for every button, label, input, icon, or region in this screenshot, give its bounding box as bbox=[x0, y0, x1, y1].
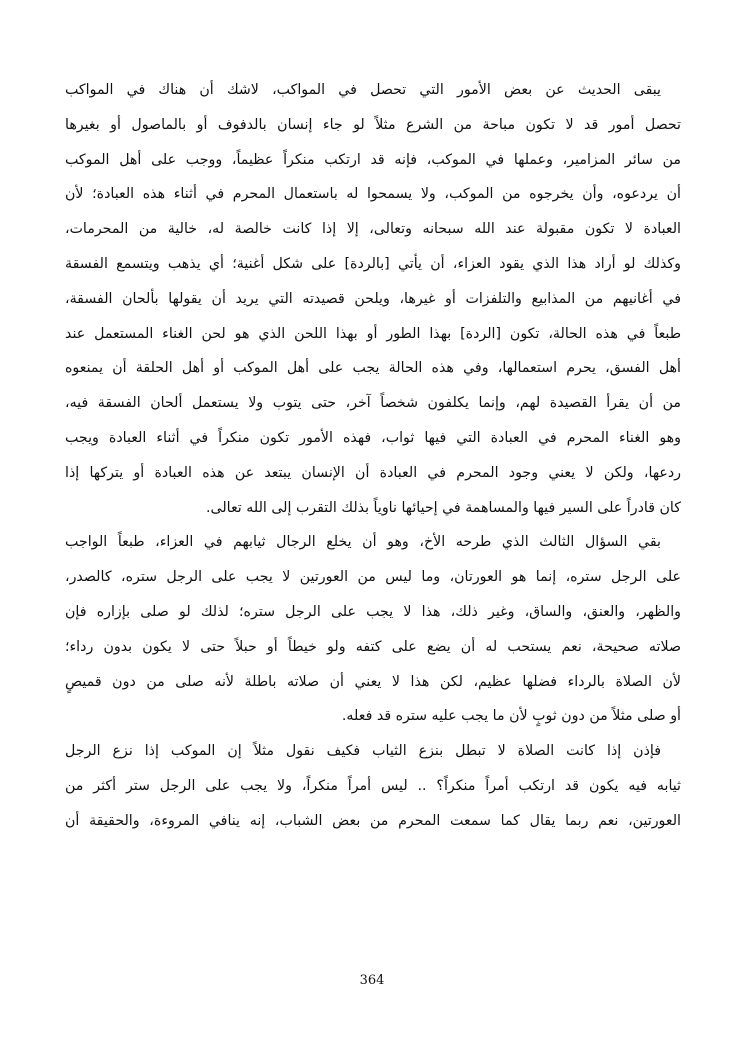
text-line: العبادة لا تكون مقبولة عند الله سبحانه وتعالى، إلا إذا كانت خالصة له، خالية من المحرمات، bbox=[65, 221, 681, 238]
text-line: من أن يقرأ القصيدة لهم، وإنما يكلفون شخصاً آخر، حتى يتوب ولا يستعمل ألحان الفسقة فيه، bbox=[65, 395, 681, 412]
text-line: وهو الغناء المحرم في العبادة التي فيها ثواب، فهذه الأمور تكون منكراً في أثناء العبادة ويجب bbox=[65, 429, 681, 446]
text-line: فإذن إذا كانت الصلاة لا تبطل بنزع الثياب فكيف نقول مثلاً إن الموكب إذا نزع الرجل bbox=[65, 743, 661, 760]
text-line: صلاته صحيحة، نعم يستحب له أن يضع على كتفه ولو خيطاً أو حبلاً حتى لا يكون بدون رداء؛ bbox=[65, 638, 681, 655]
text-line: أو صلى مثلاً من دون ثوبٍ لأن ما يجب عليه ستره قد فعله. bbox=[341, 708, 681, 725]
text-line: أهل الفسق، يحرم استعمالها، وفي هذه الحالة يجب على أهل الموكب أو أهل الحلقة أن يمنعوه bbox=[65, 360, 681, 377]
text-line: ثيابه فيه يكون قد ارتكب أمراً منكراً؟ .. ليس أمراً منكراً، ولا يجب على الرجل ستر أكثر من bbox=[65, 777, 681, 794]
text-line: أن يردعوه، وأن يخرجوه من الموكب، ولا يسمحوا له باستعمال المحرم في أثناء هذه العبادة؛ لأن bbox=[65, 186, 681, 203]
text-line: في أغانيهم من المذابيع والتلفزات أو غيرها، ويلحن قصيدته التي يريد أن يقولها بألحان الفسقة، bbox=[65, 290, 681, 307]
body-text bbox=[65, 73, 681, 839]
text-line: بقي السؤال الثالث الذي طرحه الأخ، وهو أن يخلع الرجال ثيابهم في العزاء، طبعاً الواجب bbox=[65, 534, 661, 551]
text-line: يبقى الحديث عن بعض الأمور التي تحصل في المواكب، لاشك أن هناك في المواكب bbox=[65, 82, 661, 98]
text-line: ردعها، ولكن لا يعني وجود المحرم في العبادة أن الإنسان يبتعد عن هذه العبادة أو يتركها إذا bbox=[65, 464, 681, 481]
text-line: على الرجل ستره، إنما هو العورتان، وما ليس من العورتين لا يجب على الرجل ستره، كالصدر، bbox=[65, 569, 681, 586]
text-line: وكذلك لو أراد هذا الذي يقود العزاء، أن يأتي [بالردة] على شكل أغنية؛ أي يذهب ويتسمع الفسقة bbox=[65, 255, 681, 272]
text-line: تحصل أمور قد لا تكون مباحة من الشرع مثلاً لو جاء إنسان بالدفوف أو بالماصول أو بغيرها bbox=[65, 116, 681, 133]
text-line: والظهر، والعنق، والساق، وغير ذلك، هذا لا يجب على الرجل ستره؛ لذلك لو صلى بإزاره فإن bbox=[65, 603, 681, 620]
page-number: 364 bbox=[359, 973, 385, 988]
text-line: كان قادراً على السير فيها والمساهمة في إحيائها ناوياً بذلك التقرب إلى الله تعالى. bbox=[205, 499, 681, 516]
text-line: طبعاً في هذه الحالة، تكون [الردة] بهذا الطور أو بهذا اللحن الذي هو لحن الغناء المستعمل عند bbox=[65, 325, 681, 342]
text-line: العورتين، نعم ربما يقال كما سمعت المحرم من بعض الشباب، إنه ينافي المروءة، والحقيقة أن bbox=[65, 812, 681, 829]
text-line: من سائر المزامير، وعملها في الموكب، فإنه قد ارتكب منكراً عظيماً، ووجب على أهل الموكب bbox=[65, 151, 681, 168]
text-line: لأن الصلاة بالرداء فضلها عظيم، لكن هذا لا يعني أن صلاته باطلة لأنه صلى من دون قميصٍ bbox=[65, 673, 681, 690]
